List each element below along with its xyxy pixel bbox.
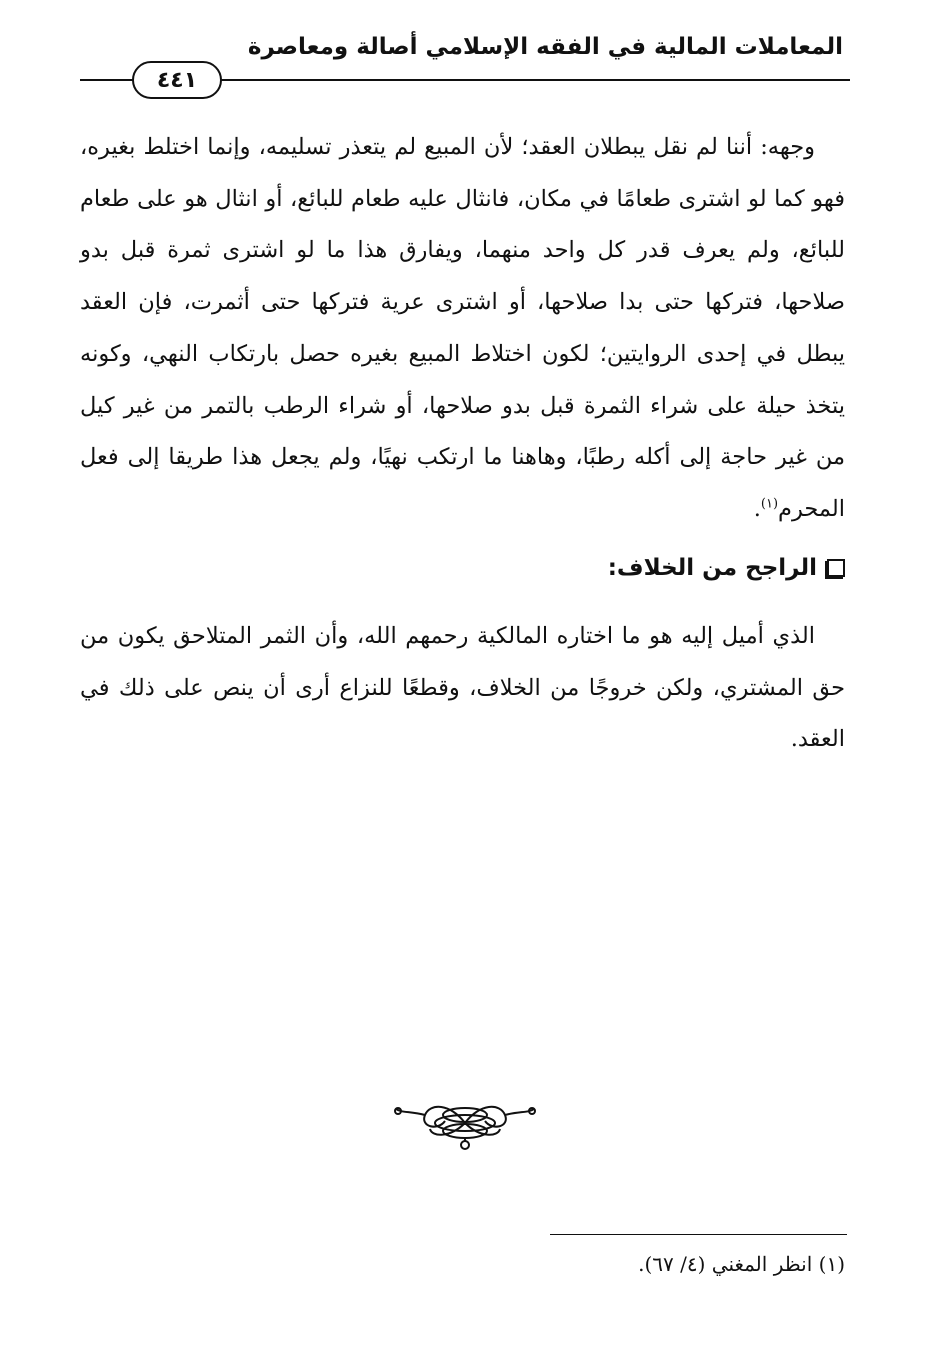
square-bullet-icon	[827, 559, 845, 577]
footnote	[345, 1252, 845, 1276]
paragraph-2-text: الذي أميل إليه هو ما اختاره المالكية رحمهم الله، وأن الثمر المتلاحق يكون من حق المشتري، ولكن خروجًا من الخلاف، وقطعًا للنزاع أرى أن ينص على ذلك في العقد.	[80, 623, 845, 753]
section-heading-text: الراجح من الخلاف:	[607, 555, 817, 581]
footnote-marker: (١)	[818, 1252, 845, 1276]
paragraph-1-text: وجهه: أننا لم نقل يبطلان العقد؛ لأن المبيع لم يتعذر تسليمه، وإنما اختلط بغيره، فهو كما لو اشترى طعامًا في مكان، فانثال عليه طعام للبائع، أو انثال هو على طعام للبائع، ولم يعرف قدر كل واحد منهما، ويفارق هذا ما لو اشترى ثمرة قبل بدو صلاحها، فتركها حتى بدا صلاحها، أو اشترى عرية فتركها حتى أثمرت، فإن العقد يبطل في إحدى الروايتين؛ لكون اختلاط المبيع بغيره حصل بارتكاب النهي، وكونه يتخذ حيلة على شراء الثمرة قبل بدو صلاحها، أو شراء الرطب بالتمر من غير كيل من غير حاجة إلى أكله رطبًا، وهاهنا ما ارتكب نهيًا، ولم يجعل هذا طريقا إلى فعل المحرم	[80, 134, 845, 522]
running-title: المعاملات المالية في الفقه الإسلامي أصالة ومعاصرة	[247, 34, 843, 60]
footnote-text: انظر المغني (٤/ ٦٧).	[638, 1252, 813, 1276]
main-text-2	[80, 611, 845, 766]
section-heading	[608, 555, 845, 581]
page-number	[132, 61, 222, 99]
footnote-reference[interactable]: (١)	[760, 496, 779, 512]
main-text	[80, 122, 845, 536]
paragraph	[80, 611, 845, 766]
decorative-ornament-icon	[390, 1093, 540, 1153]
paragraph-1-end: .	[753, 495, 761, 522]
page-number-text: ٤٤١	[156, 67, 198, 93]
footnote-rule	[550, 1234, 847, 1235]
paragraph	[80, 122, 845, 536]
